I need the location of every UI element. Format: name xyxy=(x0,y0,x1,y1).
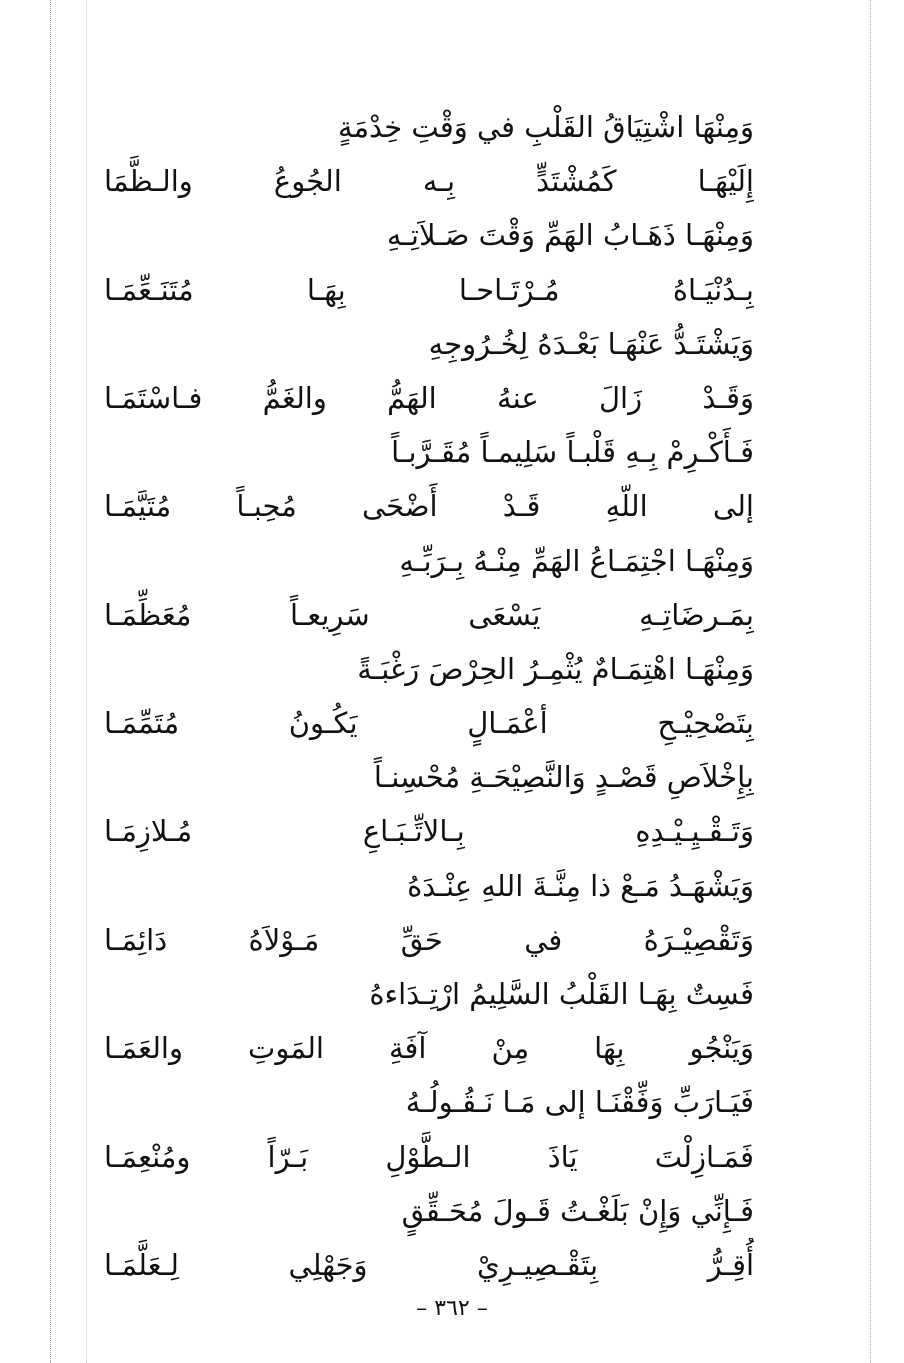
verse-line: أُقِـرُّ بِتَقْـصِيـرِيْ وَجَهْلِي لِـعَلَّمَـا xyxy=(104,1247,754,1282)
verse-line: وَيَنْجُو بِهَا مِنْ آفَةِ المَوتِ والعَمَـا xyxy=(104,1031,754,1066)
poem-body xyxy=(104,100,754,1292)
scan-margin-dots xyxy=(50,0,51,1363)
verse-line: فَيَـارَبِّ وَفِّقْنَـا إلى مَـا نَـقُـولُـهُ xyxy=(405,1085,754,1120)
scan-margin-dots xyxy=(870,0,871,1363)
verse-line: وَمِنْهَـا ذَهَـابُ الهَمِّ وَقْتَ صَـلاَتِـهِ xyxy=(386,218,754,253)
verse-line: فَمَـازِلْتَ يَاذَ الـطَّوْلِ بَـرّاً ومُنْعِمَـا xyxy=(104,1139,754,1174)
verse-line: فَـإِنِّي وَإِنْ بَلَغْـتُ قَـولَ مُحَـقِّقٍ xyxy=(401,1193,754,1228)
verse-line: بِإِخْلاَصِ قَصْـدٍ وَالنَّصِيْحَـةِ مُحْسِنـاً xyxy=(373,760,754,795)
verse-line: وَتَقْصِيْـرَهُ في حَقِّ مَـوْلاَهُ دَائِمَـا xyxy=(104,922,754,957)
verse-line: بِمَـرضَاتِـهِ يَسْعَى سَرِيعـاً مُعَظِّمَـا xyxy=(104,597,754,632)
scan-margin-dots xyxy=(86,0,87,1363)
verse-line: وَيَشْهَـدُ مَـعْ ذا مِنَّـةَ اللهِ عِنْـدَهُ xyxy=(407,868,754,903)
verse-line: وَمِنْهَـا اجْتِمَـاعُ الهَمِّ مِنْـهُ بِـرَبِّـهِ xyxy=(399,543,754,578)
verse-line: وَمِنْهَـا اهْتِمَـامٌ يُثْمِـرُ الحِرْصَ رَغْبَـةً xyxy=(357,651,754,686)
verse-line: وَيَشْتَـدُّ عَنْهَـا بَعْـدَهُ لِخُـرُوجِهِ xyxy=(428,326,754,361)
verse-line: وَمِنْهَا اشْتِيَاقُ القَلْبِ في وَقْتِ خِدْمَةٍ xyxy=(337,110,754,144)
verse-line: بِـدُنْيَـاهُ مُـرْتَـاحـا بِهَـا مُتَنَـعِّمَـا xyxy=(104,272,754,307)
verse-line: إلى اللّهِ قَـدْ أَضْحَى مُحِبـاً مُتَيَّمَـا xyxy=(104,489,754,524)
verse-line: فَـأَكْـرِمْ بِـهِ قَلْبـاً سَلِيمـاً مُقَـرَّبـاً xyxy=(391,435,754,470)
page-number: – ٣٦٢ – xyxy=(416,1296,488,1321)
verse-line: بِتَصْحِيْـحِ أعْمَـالٍ يَكُـونُ مُتَمِّمَـا xyxy=(104,706,754,741)
verse-line: فَسِتٌ بِهَـا القَلْبُ السَّلِيمُ ارْتِـدَاءهُ xyxy=(369,977,754,1011)
verse-line: وَتَـقْـيِـيْـدِهِ بِـالاتِّـبَـاعِ مُـلازِمَـا xyxy=(104,814,754,849)
verse-line: وَقَـدْ زَالَ عنهُ الهَمُّ والغَمُّ فـاسْتَمَـا xyxy=(104,380,754,415)
verse-line: إِلَيْهَـا كَمُشْتَدٍّ بِـه الجُوعُ والـظَّمَا xyxy=(104,164,754,199)
